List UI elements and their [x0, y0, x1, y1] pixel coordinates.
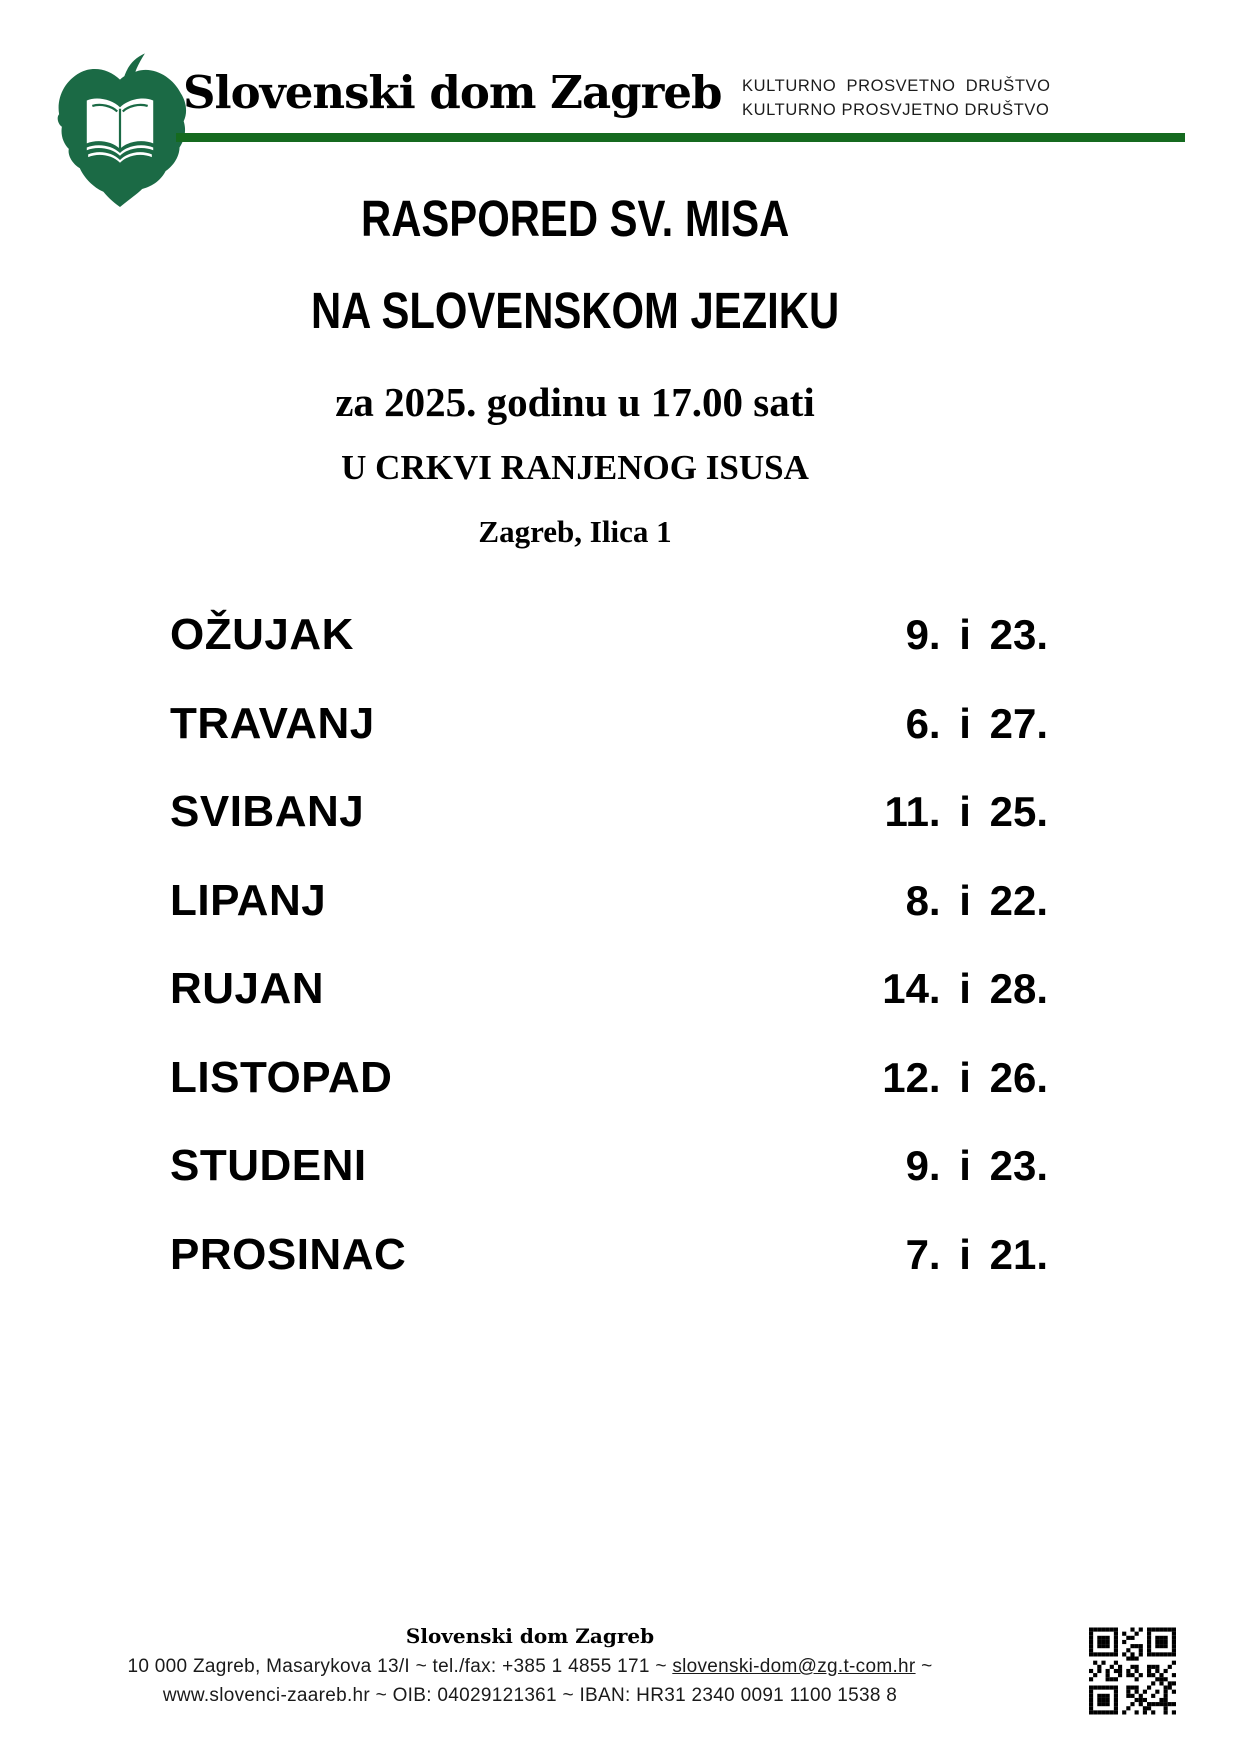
footer-address-phone: 10 000 Zagreb, Masarykova 13/I ~ tel./fax: +385 1 4855 171 ~: [127, 1656, 673, 1677]
month-label: LISTOPAD: [170, 1052, 393, 1102]
slovenski-dom-leaf-book-logo: [50, 52, 190, 207]
society-line-sl: KULTURNO PROSVETNO DRUŠTVO: [742, 77, 1051, 95]
dates-value: 11. i 25.: [884, 788, 1048, 835]
schedule-row: [170, 699, 1048, 788]
header-divider-rule: [176, 133, 1185, 142]
mass-schedule-list: [170, 610, 1048, 1318]
main-title-line2: [0, 281, 1150, 340]
main-title-line2-text: NA SLOVENSKOM JEZIKU: [310, 282, 840, 339]
footer-org-name: Slovenski dom Zagreb: [405, 1624, 655, 1648]
schedule-row: [170, 1230, 1048, 1319]
schedule-row: [170, 1053, 1048, 1142]
schedule-row: [170, 1141, 1048, 1230]
month-label: LIPANJ: [170, 875, 327, 925]
main-title-line1: [0, 189, 1150, 248]
month-label: OŽUJAK: [170, 610, 354, 659]
society-line-hr: KULTURNO PROSVJETNO DRUŠTVO: [742, 101, 1050, 119]
month-label: SVIBANJ: [170, 787, 365, 836]
month-label: TRAVANJ: [170, 698, 375, 748]
subtitle-year-time: za 2025. godinu u 17.00 sati: [335, 379, 815, 425]
society-subtitle: [742, 74, 1051, 122]
dates-value: 9. i 23.: [905, 1142, 1048, 1189]
main-title-line1-text: RASPORED SV. MISA: [360, 190, 790, 247]
schedule-row: [170, 787, 1048, 876]
schedule-row: [170, 610, 1048, 699]
schedule-row: [170, 964, 1048, 1053]
subtitle-address: Zagreb, Ilica 1: [478, 514, 672, 549]
month-label: PROSINAC: [170, 1229, 407, 1279]
dates-value: 7. i 21.: [905, 1230, 1048, 1278]
month-label: STUDENI: [170, 1141, 367, 1190]
footer-contact-line: [0, 1652, 1060, 1681]
footer-line1-tail: ~: [915, 1656, 933, 1677]
org-title: Slovenski dom Zagreb: [183, 66, 722, 119]
footer-email-link[interactable]: slovenski-dom@zg.t-com.hr: [672, 1656, 916, 1677]
qr-code: [1089, 1627, 1176, 1715]
footer-web-oib-iban-line: www.slovenci-zaareb.hr ~ OIB: 04029121361 ~ IBAN: HR31 2340 0091 1100 1538 8: [162, 1685, 898, 1706]
dates-value: 8. i 22.: [905, 876, 1048, 924]
footer: [0, 1624, 1060, 1710]
subtitle-church: U CRKVI RANJENOG ISUSA: [341, 448, 809, 487]
dates-value: 9. i 23.: [905, 611, 1048, 658]
schedule-row: [170, 876, 1048, 965]
dates-value: 14. i 28.: [882, 965, 1048, 1012]
month-label: RUJAN: [170, 964, 325, 1013]
dates-value: 12. i 26.: [882, 1053, 1048, 1101]
dates-value: 6. i 27.: [905, 699, 1048, 747]
